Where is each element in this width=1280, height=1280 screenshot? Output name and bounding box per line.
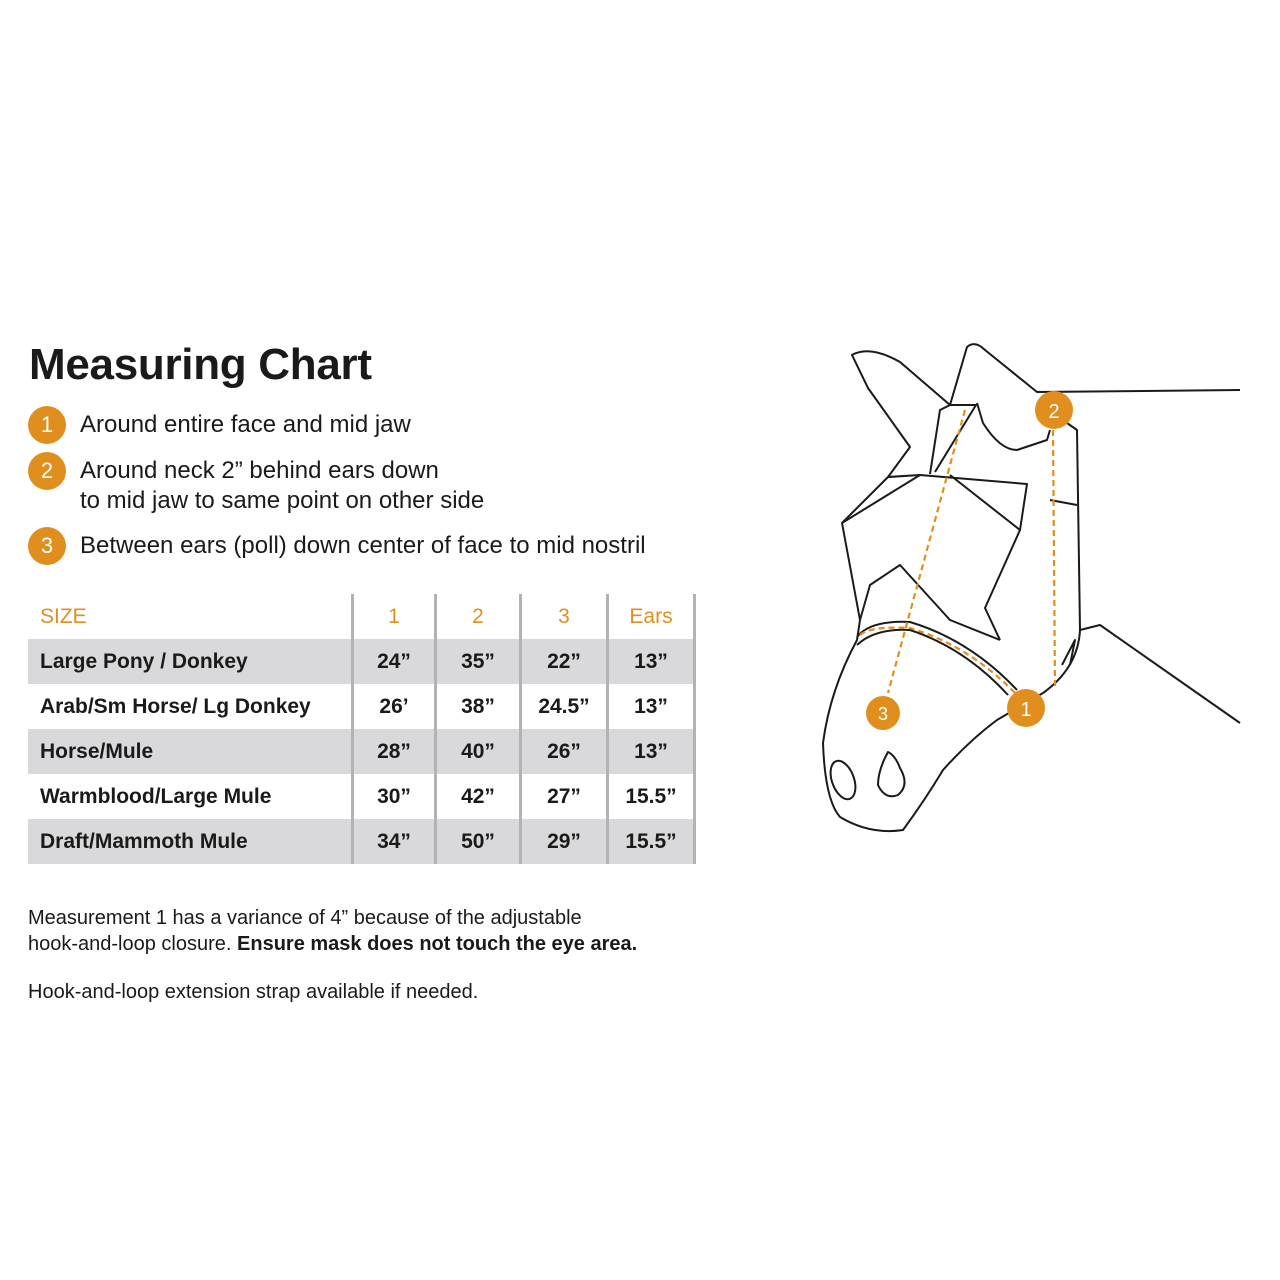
number-badge: 3 [28, 527, 66, 565]
measurement-text: Around neck 2” behind ears down [80, 457, 439, 484]
value-cell: 26” [521, 729, 608, 774]
value-cell: 34” [353, 819, 436, 864]
value-cell: 30” [353, 774, 436, 819]
size-cell: Draft/Mammoth Mule [28, 819, 353, 864]
diagram-badge-3 [866, 696, 900, 730]
value-cell: 38” [436, 684, 521, 729]
value-cell: 24.5” [521, 684, 608, 729]
measurement-text: to mid jaw to same point on other side [80, 487, 485, 514]
measurement-text: Around entire face and mid jaw [80, 411, 411, 438]
value-cell: 22” [521, 639, 608, 684]
number-badge: 1 [28, 406, 66, 444]
value-cell: 24” [353, 639, 436, 684]
horse-outline [823, 344, 1240, 831]
value-cell: 50” [436, 819, 521, 864]
badge-label: 3 [877, 704, 889, 724]
header-ears: Ears [608, 594, 695, 639]
value-cell: 42” [436, 774, 521, 819]
size-cell: Large Pony / Donkey [28, 639, 353, 684]
header-1: 1 [353, 594, 436, 639]
size-cell: Arab/Sm Horse/ Lg Donkey [40, 694, 311, 718]
value-cell: 29” [521, 819, 608, 864]
header-size: SIZE [40, 604, 87, 628]
closure-note-text: hook-and-loop closure. [28, 933, 238, 955]
badge-label: 1 [1020, 699, 1032, 721]
value-cell: 15.5” [608, 774, 695, 819]
variance-note: Measurement 1 has a variance of 4” because of the adjustable [28, 907, 582, 929]
value-cell: 13” [608, 639, 695, 684]
value-cell: 40” [436, 729, 521, 774]
badge-label: 2 [1048, 401, 1060, 423]
value-cell: 26’ [353, 684, 436, 729]
size-cell: Horse/Mule [28, 729, 353, 774]
value-cell: 15.5” [608, 819, 695, 864]
eye-warning: Ensure mask does not touch the eye area. [237, 933, 638, 955]
value-cell: 27” [521, 774, 608, 819]
value-cell: 13” [608, 684, 695, 729]
extension-note: Hook-and-loop extension strap available if needed. [28, 981, 479, 1003]
diagram-badge-2 [1035, 391, 1073, 429]
value-cell: 13” [608, 729, 695, 774]
number-badge: 2 [28, 452, 66, 490]
value-cell: 35” [436, 639, 521, 684]
value-cell: 28” [353, 729, 436, 774]
measurement-line-2 [1053, 430, 1055, 687]
header-3: 3 [521, 594, 608, 639]
diagram-badge-1 [1007, 689, 1045, 727]
measurement-text: Between ears (poll) down center of face to mid nostril [80, 532, 646, 559]
size-cell: Warmblood/Large Mule [40, 784, 272, 808]
header-2: 2 [436, 594, 521, 639]
page-title: Measuring Chart [29, 340, 372, 389]
